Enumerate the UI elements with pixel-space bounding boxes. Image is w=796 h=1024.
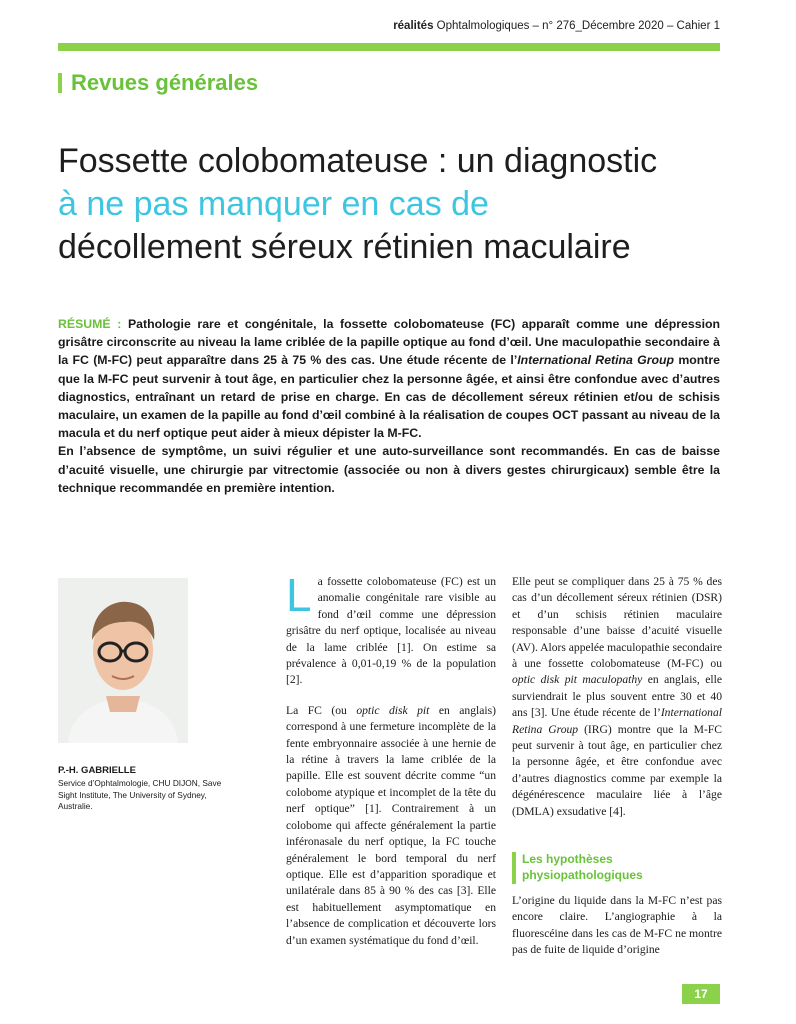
article-title: [58, 140, 738, 269]
author-portrait-image: [58, 578, 188, 743]
header-rule: [58, 43, 720, 51]
body-text: La FC (ou: [286, 703, 357, 717]
section-label: Revues générales: [71, 70, 259, 95]
author-affiliation: Service d’Ophtalmologie, CHU DIJON, Save Sight Institute, The University of Sydney, Australie.: [58, 778, 222, 811]
running-header: [58, 20, 720, 32]
body-text: a fossette colobomateuse (FC) est un anomalie congénitale rare visible au fond d’œil comme une dépression grisâtre du nerf optique, localisée au niveau de la lame criblée [1]. On estime sa prévalence à 0,01-0,19 % de la population [2].: [286, 575, 496, 687]
abstract-text: montre que la M-FC peut survenir à tout âge, en particulier chez la personne âgée, et ainsi être confondue avec d’autres diagnostics, entraînant un retard de prise en charge. En cas de décollement séreux rétinien et/ou de schisis maculaire, un examen de la papille au fond d’œil combiné à la réalisation de coupes OCT passant au niveau de la macula et du nerf optique peut aider à mieux dépister la M-FC.: [58, 353, 720, 441]
subsection-title: Les hypothèses physiopathologiques: [522, 852, 643, 882]
title-line-3: décollement séreux rétinien maculaire: [58, 228, 631, 266]
section-heading: [58, 70, 258, 96]
body-column-2-continued: [512, 893, 722, 973]
title-line-1: Fossette colobomateuse : un diagnostic: [58, 142, 658, 180]
body-paragraph: [286, 703, 496, 949]
abstract-emphasis: International Retina Group: [517, 353, 675, 368]
body-emphasis: optic disk pit maculopathy: [512, 673, 643, 687]
journal-issue: Ophtalmologiques – n° 276_Décembre 2020 – Cahier 1: [433, 20, 720, 32]
author-name: P.-H. GABRIELLE: [58, 765, 136, 776]
body-text: en anglais, elle surviendrait le plus souvent entre 30 et 40 ans [3]. Une étude récente de l’: [512, 673, 722, 720]
abstract-label: RÉSUMÉ :: [58, 317, 122, 331]
body-text: Elle peut se compliquer dans 25 à 75 % des cas d’un décollement séreux rétinien (DSR) et d’un schisis rétinien maculaire responsable d’une baisse d’acuité visuelle (AV). Alors appelée maculopathie secondaire à une fossette colobomateuse (M-FC) ou: [512, 575, 723, 671]
abstract: [58, 315, 720, 497]
page-number: 17: [682, 984, 720, 1004]
abstract-text: Pathologie rare et congénitale, la fossette colobomateuse (FC) apparaît comme une dépression grisâtre circonscrite au niveau la lame criblée de la papille optique au fond d’œil. Une maculopathie secondaire à la FC (M-FC) peut apparaître dans 25 à 75 % des cas. Une étude récente de l’: [58, 317, 721, 368]
body-text: en anglais) correspond à une fermeture incomplète de la fente embryonnaire associée à une hernie de la rétine à travers la lame criblée de la papille. Elle est souvent décrite comme “un colobome atypique et incomplet de la tête du nerf optique” [1]. Contrairement à un colobome qui affecte généralement la partie inféronasale du nerf optique, la FC touche généralement le bord temporal du nerf optique. Elle est d’apparition sporadique et unilatérale dans 85 à 90 % des cas [3]. Elle est habituellement asymptomatique en l’absence de complication et découverte lors d’un examen systématique du fond d’œil.: [286, 703, 496, 947]
body-paragraph: [512, 574, 722, 820]
abstract-paragraph-2: En l’absence de symptôme, un suivi régulier et une auto-surveillance sont recommandés. En cas de baisse d’acuité visuelle, une chirurgie par vitrectomie (associée ou non à divers gestes chirurgicaux) semble être la technique recommandée en première intention.: [58, 444, 720, 495]
body-column-1: [286, 569, 496, 963]
body-paragraph: [286, 569, 496, 689]
subsection-heading: [512, 851, 672, 884]
body-emphasis: International Retina Group: [512, 706, 722, 736]
subsection-marker: [512, 852, 516, 884]
journal-brand: réalités: [393, 20, 434, 32]
body-text: (IRG) montre que la M-FC peut survenir à tout âge, en particulier chez la personne âgée, et être confondue avec d’autres diagnostics comme par exemple la dégénérescence maculaire liée à l’âge (DMLA) exsudative [4].: [512, 722, 722, 818]
body-column-2: [512, 574, 722, 834]
abstract-paragraph-1: [58, 315, 720, 442]
drop-cap: L: [286, 569, 312, 621]
title-line-2: à ne pas manquer en cas de: [58, 185, 489, 223]
body-emphasis: optic disk pit: [356, 703, 430, 717]
section-marker: [58, 73, 62, 93]
body-paragraph: L’origine du liquide dans la M-FC n’est pas encore claire. L’angiographie à la fluorescéine dans les cas de M-FC ne montre pas de fuite de liquide d’origine: [512, 894, 722, 957]
author-photo: [58, 578, 188, 743]
